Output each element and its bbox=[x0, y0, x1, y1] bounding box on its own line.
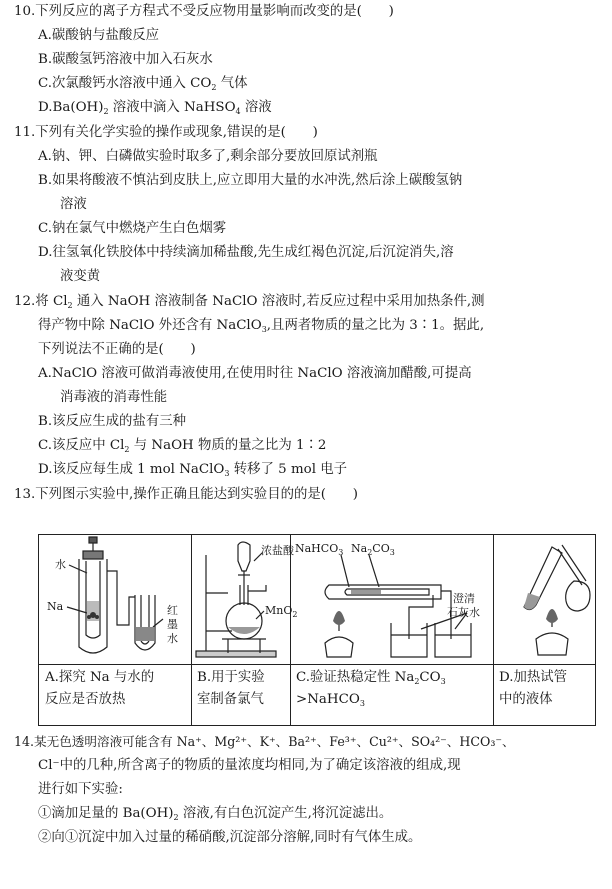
q12-stem-line2: 得产物中除 NaClO 外还含有 NaClO$_3$,且两者物质的量之比为 3∶1。据此, bbox=[38, 318, 485, 334]
q14-step-1: ①滴加足量的 $Ba(OH)_2$ 溶液,有白色沉淀产生,将沉淀滤出。 bbox=[38, 806, 393, 822]
label-nahco3: NaHCO$_3$ bbox=[295, 542, 344, 557]
q10-option-b: B.碳酸氢钙溶液中加入石灰水 bbox=[38, 52, 213, 67]
q10-option-c: C.次氯酸钙水溶液中通入 $CO_2$ 气体 bbox=[38, 76, 248, 92]
label-red-ink-3: 水 bbox=[167, 632, 178, 645]
caption-a-line2: 反应是否放热 bbox=[45, 692, 126, 707]
q12-stem-line3: 下列说法不正确的是( ) bbox=[38, 342, 196, 357]
q12-option-a: A.NaClO 溶液可做消毒液使用,在使用时往 NaClO 溶液滴加醋酸,可提高 bbox=[38, 366, 472, 381]
q12-option-d: D.该反应每生成 1 mol NaClO$_3$ 转移了 5 mol 电子 bbox=[38, 462, 348, 478]
caption-b-line2: 室制备氯气 bbox=[197, 692, 264, 707]
q10-stem: 10.下列反应的离子方程式不受反应物用量影响而改变的是( ) bbox=[14, 4, 394, 19]
q11-option-c: C.钠在氯气中燃烧产生白色烟雾 bbox=[38, 221, 227, 236]
label-limewater-2: 石灰水 bbox=[447, 606, 480, 619]
caption-b-line1: B.用于实验 bbox=[197, 670, 265, 685]
label-red-ink-2: 墨 bbox=[167, 618, 178, 631]
q11-stem: 11.下列有关化学实验的操作或现象,错误的是( ) bbox=[14, 125, 318, 140]
q11-option-d-cont: 液变黄 bbox=[60, 269, 101, 284]
caption-d-line2: 中的液体 bbox=[499, 692, 553, 707]
q12-option-c: C.该反应中 $Cl_2$ 与 NaOH 物质的量之比为 1∶2 bbox=[38, 438, 327, 454]
q13-stem: 13.下列图示实验中,操作正确且能达到实验目的的是( ) bbox=[14, 487, 358, 502]
label-conc-hcl: 浓盐酸 bbox=[261, 544, 294, 557]
label-mno2: MnO$_2$ bbox=[265, 604, 298, 619]
q13-figure-table bbox=[38, 534, 596, 726]
q10-option-a: A.碳酸钠与盐酸反应 bbox=[38, 28, 160, 43]
label-na: Na bbox=[47, 600, 64, 613]
q11-option-d: D.往氢氧化铁胶体中持续滴加稀盐酸,先生成红褐色沉淀,后沉淀消失,溶 bbox=[38, 245, 454, 260]
q14-stem-line2: Cl⁻中的几种,所含离子的物质的量浓度均相同,为了确定该溶液的组成,现 bbox=[38, 758, 461, 773]
label-red-ink-1: 红 bbox=[167, 604, 178, 617]
label-na2co3: $Na_2CO_3$ bbox=[351, 542, 395, 557]
q12-option-a-cont: 消毒液的消毒性能 bbox=[60, 390, 168, 405]
label-limewater-1: 澄清 bbox=[453, 592, 475, 605]
label-water: 水 bbox=[55, 558, 66, 571]
q11-option-a: A.钠、钾、白磷做实验时取多了,剩余部分要放回原试剂瓶 bbox=[38, 149, 378, 164]
q11-option-b: B.如果将酸液不慎沾到皮肤上,应立即用大量的水冲洗,然后涂上碳酸氢钠 bbox=[38, 173, 463, 188]
q11-option-b-cont: 溶液 bbox=[60, 197, 87, 212]
caption-a-line1: A.探究 Na 与水的 bbox=[45, 670, 155, 685]
caption-c-line2: >NaHCO$_3$ bbox=[296, 692, 365, 708]
q14-stem-line3: 进行如下实验: bbox=[38, 782, 123, 797]
caption-d-line1: D.加热试管 bbox=[499, 670, 568, 685]
q10-option-d: $D.Ba(OH)_2$ 溶液中滴入 NaHSO$_4$ 溶液 bbox=[38, 100, 272, 116]
q14-step-2: ②向①沉淀中加入过量的稀硝酸,沉淀部分溶解,同时有气体生成。 bbox=[38, 830, 422, 845]
figure-d-apparatus bbox=[494, 535, 596, 664]
q14-stem-line1: 14.某无色透明溶液可能含有 Na⁺、Mg²⁺、K⁺、Ba²⁺、Fe³⁺、Cu²⁺、SO₄²⁻、HCO₃⁻、 bbox=[14, 734, 515, 749]
q12-stem-line1: 12.将 $Cl_2$ 通入 NaOH 溶液制备 NaClO 溶液时,若反应过程中采用加热条件,测 bbox=[14, 294, 485, 310]
caption-c-line1: C.验证热稳定性 $Na_2CO_3$ bbox=[296, 670, 446, 686]
q12-option-b: B.该反应生成的盐有三种 bbox=[38, 414, 187, 429]
